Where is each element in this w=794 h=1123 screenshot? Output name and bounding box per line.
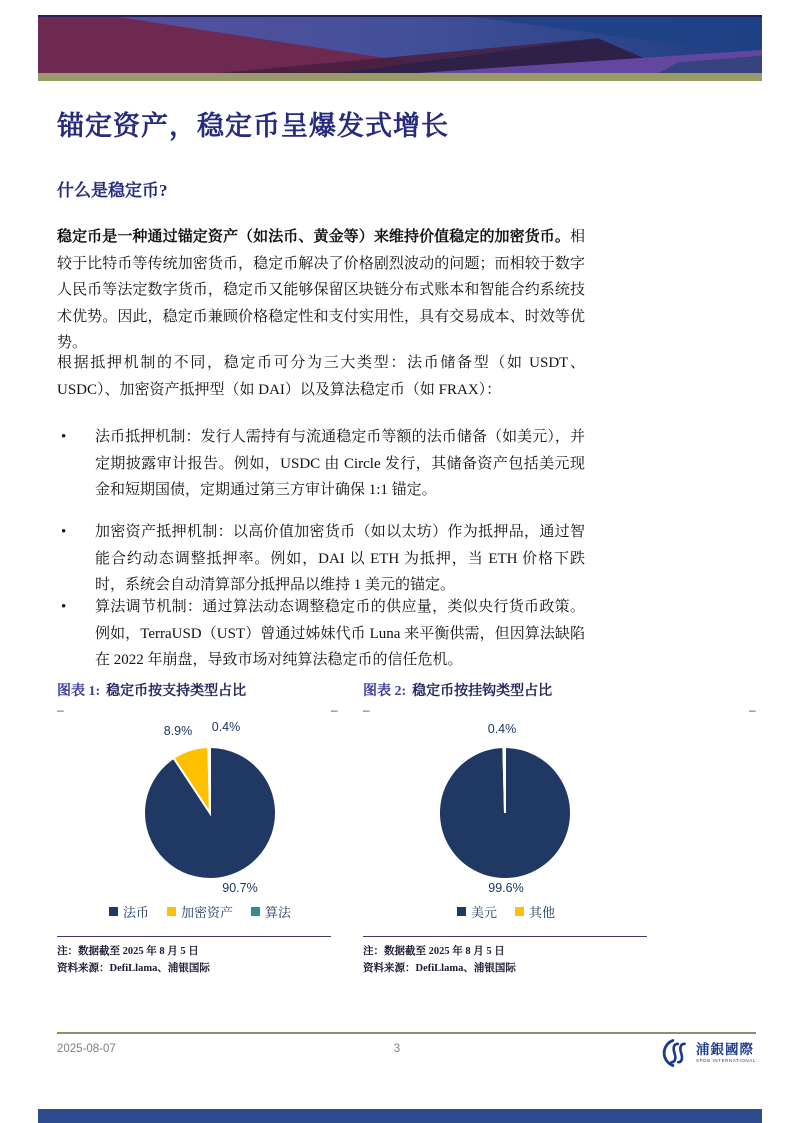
bullet-text: 加密资产抵押机制：以高价值加密货币（如以太坊）作为抵押品，通过智能合约动态调整抵押率。例如，DAI 以 ETH 为抵押，当 ETH 价格下跌时，系统会自动清算部分抵押品以维持 1 美元的锚定。: [95, 524, 585, 593]
footer-date: 2025-08-07: [57, 1043, 116, 1055]
chart-legend: [57, 902, 343, 921]
legend-swatch-icon: [515, 907, 524, 916]
legend-label: 法币: [122, 905, 149, 920]
chart-source: 资料来源：DefiLlama、浦银国际: [57, 963, 210, 974]
bullet-icon: •: [61, 429, 67, 445]
pie-chart-peg: [430, 738, 580, 888]
bottom-blue-bar: [38, 1109, 762, 1123]
legend-swatch-icon: [109, 907, 118, 916]
banner-shapes-image: [38, 17, 762, 73]
bullet-fiat-mechanism: [57, 424, 585, 504]
section-heading: 什么是稳定币?: [57, 181, 168, 200]
legend-item-加密资产: [167, 902, 233, 921]
data-label-other: 0.4%: [487, 722, 517, 736]
spdb-logo-icon: [662, 1038, 692, 1068]
paragraph-types: 根据抵押机制的不同，稳定币可分为三大类型：法币储备型（如 USDT、USDC）、加密资产抵押型（如 DAI）以及算法稳定币（如 FRAX）：: [57, 355, 585, 398]
legend-item-法币: [109, 902, 149, 921]
legend-label: 其他: [529, 905, 556, 920]
bullet-text: 算法调节机制：通过算法动态调整稳定币的供应量，类似央行货币政策。例如，TerraUSD（UST）曾通过姊妹代币 Luna 来平衡供需，但因算法缺陷在 2022 年崩盘，导致市场对纯算法稳定币的信任危机。: [95, 599, 585, 668]
chart-note: 注：数据截至 2025 年 8 月 5 日: [57, 946, 199, 957]
legend-label: 美元: [470, 905, 497, 920]
axis-dash: –: [331, 703, 338, 717]
legend-item-算法: [251, 902, 291, 921]
axis-dash: –: [363, 703, 370, 717]
data-label-usd: 99.6%: [488, 881, 524, 895]
footer-divider: [57, 1032, 756, 1034]
bullet-algo-mechanism: [57, 594, 585, 674]
chart-backing-type: [57, 680, 343, 980]
data-label-algo: 0.4%: [211, 720, 241, 734]
page-title: 锚定资产，稳定币呈爆发式增长: [57, 111, 449, 141]
legend-swatch-icon: [251, 907, 260, 916]
bullet-text: 法币抵押机制：发行人需持有与流通稳定币等额的法币储备（如美元），并定期披露审计报告。例如，USDC 由 Circle 发行，其储备资产包括美元现金和短期国债，定期通过第三方审计确保 1:1 锚定。: [95, 429, 585, 498]
bullet-crypto-mechanism: [57, 519, 585, 599]
pie-chart-backing: [135, 738, 285, 888]
chart-title-text: 稳定币按支持类型占比: [106, 684, 247, 699]
chart-source: 资料来源：DefiLlama、浦银国际: [363, 963, 516, 974]
chart-title: [363, 680, 649, 700]
banner-olive-bar: [38, 73, 762, 81]
company-logo: [662, 1038, 756, 1068]
footer-page-number: 3: [393, 1043, 401, 1055]
bullet-icon: •: [61, 524, 67, 540]
chart-note: 注：数据截至 2025 年 8 月 5 日: [363, 946, 505, 957]
logo-chinese-text: 浦銀國際: [696, 1042, 755, 1057]
chart-divider: [363, 936, 647, 937]
data-label-crypto: 8.9%: [163, 724, 193, 738]
paragraph-definition: [57, 224, 585, 357]
legend-item-其他: [515, 902, 555, 921]
legend-swatch-icon: [167, 907, 176, 916]
logo-english-text: SPDB INTERNATIONAL: [696, 1057, 756, 1063]
paragraph-lead-bold: 稳定币是一种通过锚定资产（如法币、黄金等）来维持价值稳定的加密货币。: [57, 229, 570, 245]
legend-label: 算法: [265, 905, 292, 920]
legend-label: 加密资产: [180, 905, 233, 920]
legend-item-美元: [457, 902, 497, 921]
chart-title-text: 稳定币按挂钩类型占比: [412, 684, 553, 699]
axis-dash: –: [749, 703, 756, 717]
chart-title: [57, 680, 343, 700]
chart-divider: [57, 936, 331, 937]
legend-swatch-icon: [457, 907, 466, 916]
data-label-fiat: 90.7%: [222, 881, 258, 895]
axis-dash: –: [57, 703, 64, 717]
paragraph-rest: 相较于比特币等传统加密货币，稳定币解决了价格剧烈波动的问题；而相较于数字人民币等法定数字货币，稳定币又能够保留区块链分布式账本和智能合约系统技术优势。因此，稳定币兼顾价格稳定性和支付实用性，具有交易成本、时效等优势。: [57, 229, 585, 351]
chart-peg-type: [363, 680, 649, 980]
chart-number-label: 图表 1:: [57, 684, 101, 699]
bullet-icon: •: [61, 599, 67, 615]
header-banner-graphic: [38, 15, 762, 73]
chart-number-label: 图表 2:: [363, 684, 407, 699]
chart-legend: [363, 902, 649, 921]
